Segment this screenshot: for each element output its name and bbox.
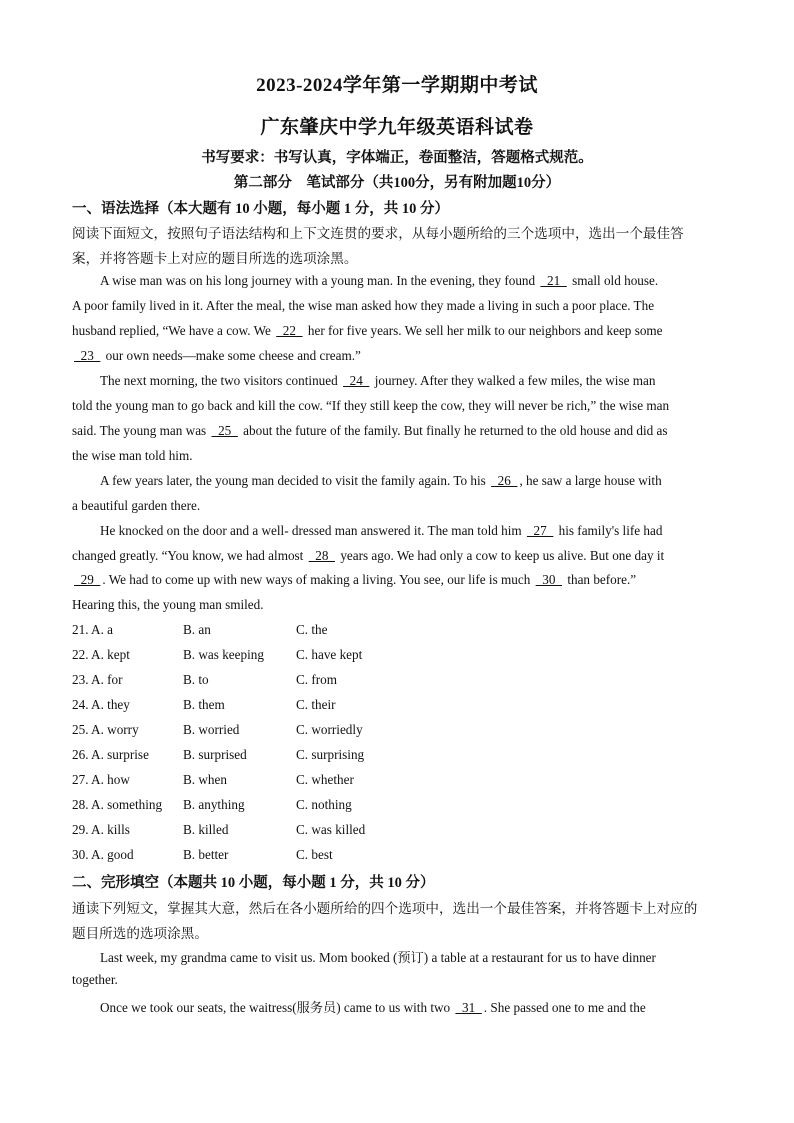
passage-line: changed greatly. “You know, we had almost 28 years ago. We had only a cow to keep us alive. But one day it [72, 548, 665, 563]
option-c: C. worriedly [296, 722, 363, 737]
passage-line: A few years later, the young man decided to visit the family again. To his 26 , he saw a large house with [100, 473, 662, 488]
option-b: B. better [183, 847, 229, 862]
writing-requirement: 书写要求：书写认真，字体端正，卷面整洁，答题格式规范。 [201, 150, 593, 166]
option-a: 25. A. worry [72, 722, 139, 737]
option-c: C. was killed [296, 822, 366, 837]
option-a: 28. A. something [72, 797, 163, 812]
blank-22: 22 [276, 323, 303, 338]
option-c: C. from [296, 672, 338, 687]
passage-line: He knocked on the door and a well- dressed man answered it. The man told him 27 his family's life had [100, 523, 663, 538]
blank-25: 25 [211, 423, 238, 438]
option-b: B. was keeping [183, 647, 264, 662]
blank-26: 26 [491, 473, 518, 488]
option-c: C. whether [296, 772, 354, 787]
exam-title: 2023-2024学年第一学期期中考试 [256, 75, 538, 96]
passage-line: 23 our own needs—make some cheese and cream.” [74, 348, 361, 363]
passage-line: husband replied, “We have a cow. We 22 her for five years. We sell her milk to our neighbors and keep some [72, 323, 663, 338]
option-a: 23. A. for [72, 672, 123, 687]
blank-27: 27 [526, 523, 554, 538]
option-a: 24. A. they [72, 697, 130, 712]
exam-subtitle: 广东肇庆中学九年级英语科试卷 [260, 117, 534, 138]
passage-line: the wise man told him. [72, 448, 193, 463]
part-heading: 第二部分 笔试部分（共100分，另有附加题10分） [233, 175, 561, 191]
option-c: C. surprising [296, 747, 365, 762]
option-a: 29. A. kills [72, 822, 130, 837]
passage-line: A wise man was on his long journey with a young man. In the evening, they found 21 small old house. [100, 273, 659, 288]
option-b: B. to [183, 672, 209, 687]
option-b: B. an [183, 622, 211, 637]
passage-line: together. [72, 972, 118, 987]
option-c: C. their [296, 697, 336, 712]
option-a: 21. A. a [72, 622, 114, 637]
blank-28: 28 [308, 548, 336, 563]
blank-29: 29 [74, 572, 101, 587]
blank-31: 31 [455, 1000, 482, 1015]
option-c: C. best [296, 847, 333, 862]
option-b: B. when [183, 772, 227, 787]
option-c: C. have kept [296, 647, 363, 662]
section1-instruction: 案，并将答题卡上对应的题目所选的选项涂黑。 [72, 251, 358, 266]
option-a: 22. A. kept [72, 647, 130, 662]
option-a: 26. A. surprise [72, 747, 149, 762]
section1-instruction: 阅读下面短文，按照句子语法结构和上下文连贯的要求，从每小题所给的三个选项中，选出一个最佳答 [72, 226, 684, 241]
option-b: B. anything [183, 797, 245, 812]
section2-instruction: 题目所选的选项涂黑。 [72, 926, 208, 941]
passage-line: Once we took our seats, the waitress(服务员) came to us with two 31 . She passed one to me and the [100, 1000, 646, 1015]
section1-heading: 一、语法选择（本大题有 10 小题，每小题 1 分，共 10 分） [72, 201, 449, 217]
passage-line: The next morning, the two visitors continued 24 journey. After they walked a few miles, the wise man [100, 373, 656, 388]
blank-23: 23 [74, 348, 101, 363]
option-c: C. the [296, 622, 328, 637]
passage-line: told the young man to go back and kill the cow. “If they still keep the cow, they will never be rich,” the wise man [72, 398, 670, 413]
passage-line: Last week, my grandma came to visit us. Mom booked (预订) a table at a restaurant for us to have dinner [100, 950, 656, 965]
passage-line: A poor family lived in it. After the meal, the wise man asked how they made a living in such a poor place. The [72, 298, 655, 313]
blank-24: 24 [343, 373, 370, 388]
option-b: B. worried [183, 722, 240, 737]
option-b: B. killed [183, 822, 229, 837]
option-b: B. them [183, 697, 225, 712]
passage-line: Hearing this, the young man smiled. [72, 597, 264, 612]
option-b: B. surprised [183, 747, 247, 762]
option-a: 30. A. good [72, 847, 134, 862]
passage-line: said. The young man was 25 about the future of the family. But finally he returned to the old house and did as [72, 423, 668, 438]
option-c: C. nothing [296, 797, 352, 812]
section2-instruction: 通读下列短文，掌握其大意，然后在各小题所给的四个选项中，选出一个最佳答案，并将答题卡上对应的 [72, 901, 698, 916]
section2-heading: 二、完形填空（本题共 10 小题，每小题 1 分，共 10 分） [72, 875, 435, 891]
passage-line: a beautiful garden there. [72, 498, 201, 513]
passage-line: 29 . We had to come up with new ways of making a living. You see, our life is much 30 than before.” [74, 572, 637, 587]
option-a: 27. A. how [72, 772, 130, 787]
blank-30: 30 [535, 572, 563, 587]
blank-21: 21 [540, 273, 567, 288]
